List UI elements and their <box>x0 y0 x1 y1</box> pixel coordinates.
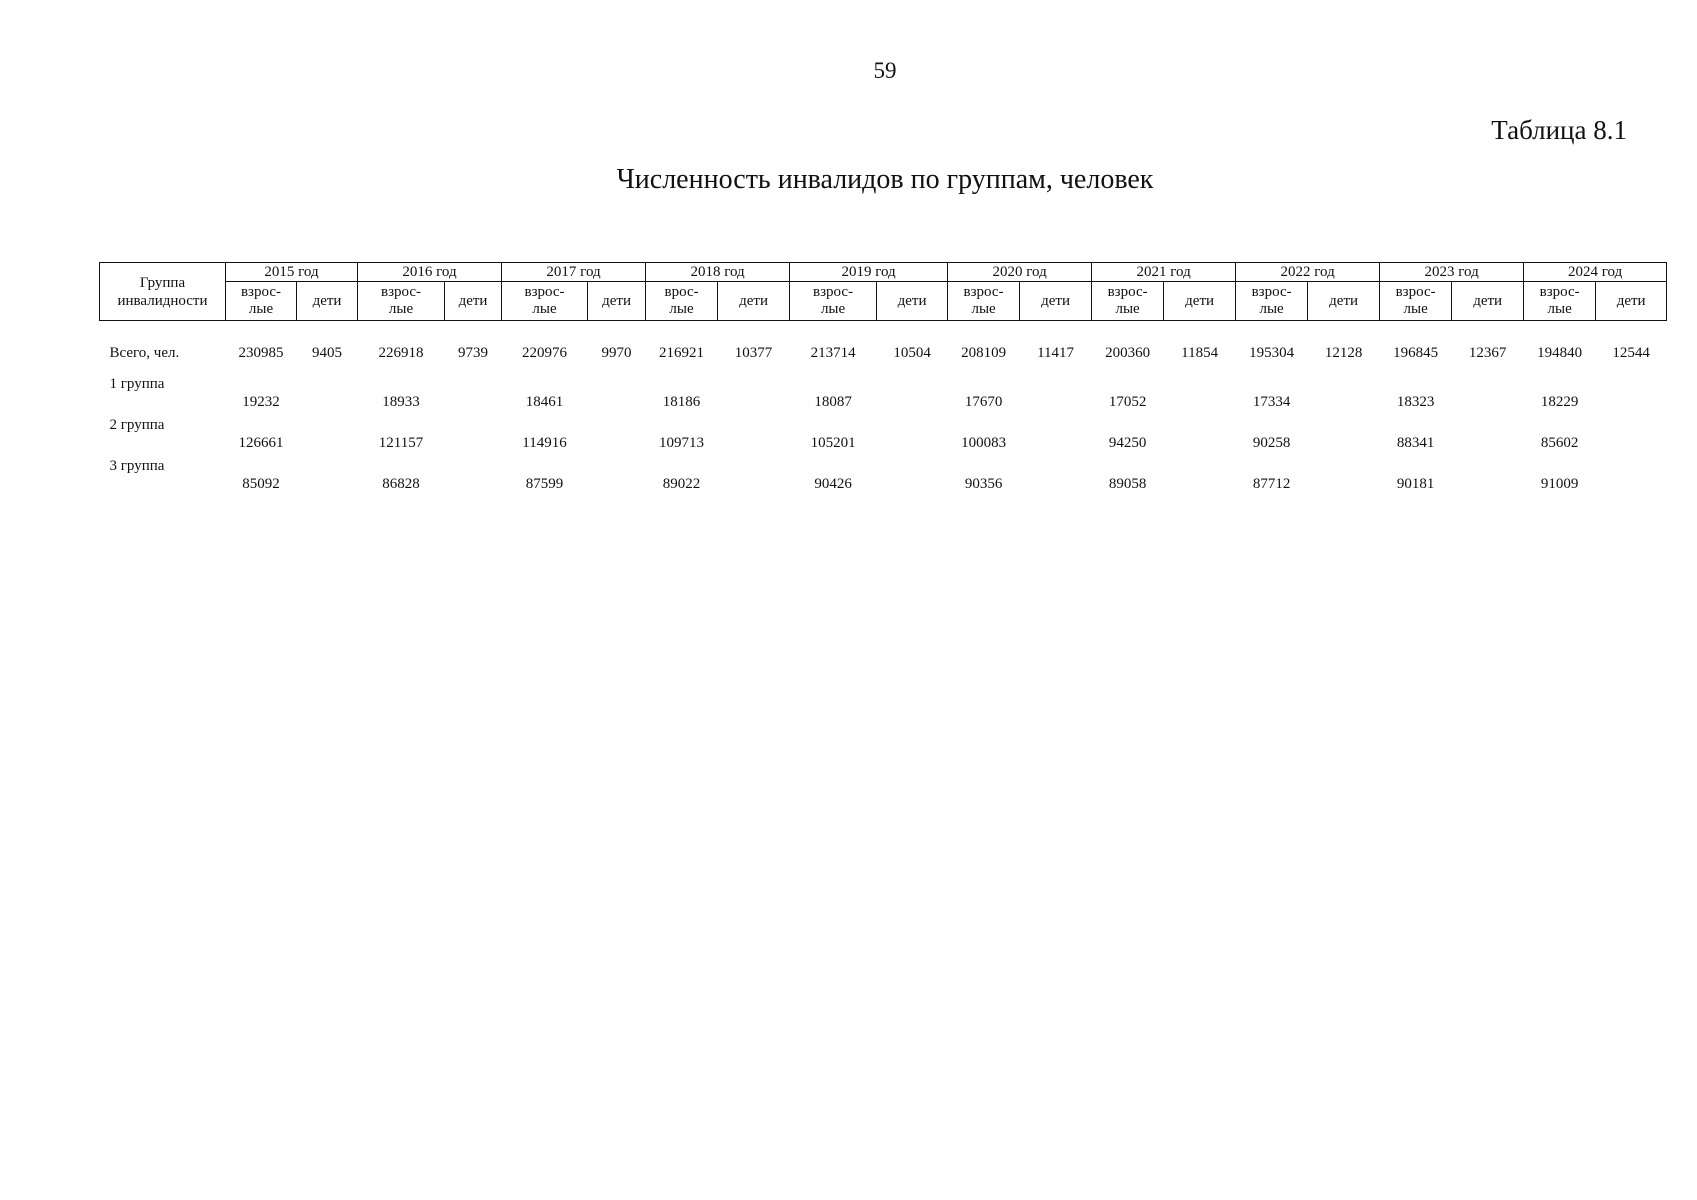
disability-table <box>99 262 1667 497</box>
adults-header-line1: врос- <box>664 284 699 300</box>
cell-value: 195304 <box>1249 345 1295 361</box>
cell-value <box>1020 374 1092 415</box>
row-label: Всего, чел. <box>109 345 180 361</box>
cell-value: 213714 <box>810 345 856 361</box>
cell-value <box>445 456 502 497</box>
cell-value <box>1020 456 1092 497</box>
year-header: 2024 год <box>1524 263 1667 282</box>
table-title: Численность инвалидов по группам, человек <box>616 164 1154 195</box>
cell-value: 17334 <box>1252 394 1291 410</box>
children-header: дети <box>877 282 948 321</box>
cell-value: 11417 <box>1037 345 1075 361</box>
adults-header-line2: лые <box>1259 301 1284 317</box>
cell-value <box>588 374 646 415</box>
subheader-row <box>100 282 1667 321</box>
adults-header <box>358 282 445 321</box>
page-number: 59 <box>873 58 897 83</box>
cell-value <box>1164 456 1236 497</box>
adults-header-line2: лые <box>971 301 996 317</box>
year-header: 2015 год <box>226 263 358 282</box>
children-header: дети <box>718 282 790 321</box>
adults-header <box>1236 282 1308 321</box>
cell-value: 12367 <box>1468 345 1507 361</box>
cell-value: 194840 <box>1537 345 1583 361</box>
adults-header-line2: лые <box>532 301 557 317</box>
cell-value: 90258 <box>1252 435 1291 451</box>
cell-value <box>718 456 790 497</box>
cell-value: 90356 <box>964 476 1003 492</box>
adults-header-line1: взрос- <box>1251 284 1292 300</box>
cell-value: 105201 <box>810 435 856 451</box>
cell-value: 216921 <box>659 345 705 361</box>
cell-value: 208109 <box>961 345 1007 361</box>
cell-value <box>1308 456 1380 497</box>
adults-header-line2: лые <box>1115 301 1140 317</box>
cell-value: 90426 <box>814 476 852 492</box>
adults-header-line1: взрос- <box>380 284 422 300</box>
cell-value: 220976 <box>522 345 568 361</box>
cell-value: 91009 <box>1540 476 1579 492</box>
children-header: дети <box>1308 282 1380 321</box>
cell-value: 17052 <box>1108 394 1147 410</box>
children-header: дети <box>1020 282 1092 321</box>
cell-value: 18229 <box>1540 394 1579 410</box>
cell-value <box>297 456 358 497</box>
children-header: дети <box>297 282 358 321</box>
cell-value: 18461 <box>525 394 564 410</box>
adults-header <box>1092 282 1164 321</box>
adults-header-line2: лые <box>248 301 274 317</box>
cell-value <box>1596 456 1667 497</box>
table-row-group-2 <box>100 415 1667 456</box>
adults-header <box>646 282 718 321</box>
row-label: 1 группа <box>109 376 165 392</box>
cell-value: 90181 <box>1396 476 1435 492</box>
cell-value <box>445 374 502 415</box>
cell-value <box>1452 374 1524 415</box>
adults-header-line2: лые <box>388 301 414 317</box>
cell-value: 109713 <box>659 435 705 451</box>
adults-header-line1: взрос- <box>1395 284 1436 300</box>
cell-value: 85602 <box>1540 435 1579 451</box>
cell-value <box>588 456 646 497</box>
year-header: 2020 год <box>948 263 1092 282</box>
children-header: дети <box>1452 282 1524 321</box>
cell-value: 9739 <box>458 345 489 361</box>
cell-value: 89058 <box>1108 476 1147 492</box>
cell-value <box>718 415 790 456</box>
row-label: 2 группа <box>109 417 165 433</box>
cell-value <box>1452 456 1524 497</box>
cell-value: 88341 <box>1396 435 1435 451</box>
adults-header <box>948 282 1020 321</box>
cell-value: 10377 <box>734 345 773 361</box>
cell-value: 100083 <box>961 435 1007 451</box>
cell-value: 18933 <box>382 394 420 410</box>
adults-header <box>1380 282 1452 321</box>
table-label: Таблица 8.1 <box>1491 115 1627 145</box>
year-header: 2017 год <box>502 263 646 282</box>
cell-value <box>877 456 948 497</box>
children-header: дети <box>588 282 646 321</box>
year-header: 2018 год <box>646 263 790 282</box>
cell-value: 18186 <box>662 394 701 410</box>
adults-header <box>1524 282 1596 321</box>
table-row-group-3 <box>100 456 1667 497</box>
row-label: 3 группа <box>109 458 165 474</box>
year-header: 2022 год <box>1236 263 1380 282</box>
table-row-total <box>100 321 1667 375</box>
adults-header-line1: взрос- <box>240 284 282 300</box>
adults-header-line1: взрос- <box>813 284 854 300</box>
cell-value: 19232 <box>242 394 280 410</box>
adults-header <box>790 282 877 321</box>
cell-value: 87599 <box>525 476 564 492</box>
cell-value: 230985 <box>238 345 284 361</box>
cell-value: 12544 <box>1612 345 1650 361</box>
children-header: дети <box>1596 282 1667 321</box>
cell-value <box>1164 374 1236 415</box>
adults-header-line1: взрос- <box>524 284 565 300</box>
year-header: 2023 год <box>1380 263 1524 282</box>
cell-value <box>877 415 948 456</box>
cell-value: 226918 <box>378 345 424 361</box>
cell-value: 17670 <box>964 394 1003 410</box>
cell-value <box>718 374 790 415</box>
year-header-row <box>100 263 1667 282</box>
cell-value: 87712 <box>1252 476 1291 492</box>
cell-value: 121157 <box>378 435 424 451</box>
cell-value <box>877 374 948 415</box>
cell-value: 18087 <box>814 394 852 410</box>
adults-header-line2: лые <box>669 301 694 317</box>
cell-value <box>297 374 358 415</box>
year-header: 2016 год <box>358 263 502 282</box>
cell-value <box>1452 415 1524 456</box>
disability-table-container <box>99 262 1665 497</box>
cell-value <box>1308 415 1380 456</box>
cell-value: 9970 <box>601 345 632 361</box>
adults-header-line2: лые <box>820 301 846 317</box>
cell-value: 196845 <box>1393 345 1439 361</box>
cell-value: 9405 <box>312 345 342 361</box>
year-header: 2019 год <box>790 263 948 282</box>
cell-value: 12128 <box>1324 345 1363 361</box>
cell-value: 126661 <box>238 435 284 451</box>
cell-value: 94250 <box>1108 435 1147 451</box>
cell-value <box>1596 415 1667 456</box>
cell-value: 11854 <box>1181 345 1219 361</box>
cell-value <box>297 415 358 456</box>
adults-header-line1: взрос- <box>963 284 1004 300</box>
cell-value <box>1164 415 1236 456</box>
group-header-line1: Группа <box>139 274 186 291</box>
children-header: дети <box>445 282 502 321</box>
adults-header-line2: лые <box>1403 301 1428 317</box>
adults-header-line1: взрос- <box>1539 284 1580 300</box>
year-header: 2021 год <box>1092 263 1236 282</box>
cell-value: 86828 <box>382 476 420 492</box>
cell-value <box>445 415 502 456</box>
cell-value <box>1308 374 1380 415</box>
cell-value: 200360 <box>1105 345 1151 361</box>
adults-header-line1: взрос- <box>1107 284 1148 300</box>
group-header-line2: инвалидности <box>117 292 208 309</box>
cell-value: 114916 <box>522 435 567 451</box>
adults-header <box>226 282 297 321</box>
adults-header <box>502 282 588 321</box>
table-row-group-1 <box>100 374 1667 415</box>
cell-value <box>588 415 646 456</box>
cell-value: 89022 <box>662 476 701 492</box>
cell-value: 10504 <box>893 345 931 361</box>
children-header: дети <box>1164 282 1236 321</box>
adults-header-line2: лые <box>1547 301 1572 317</box>
cell-value: 18323 <box>1396 394 1435 410</box>
cell-value <box>1020 415 1092 456</box>
cell-value <box>1596 374 1667 415</box>
group-column-header <box>100 263 226 321</box>
cell-value: 85092 <box>242 476 280 492</box>
